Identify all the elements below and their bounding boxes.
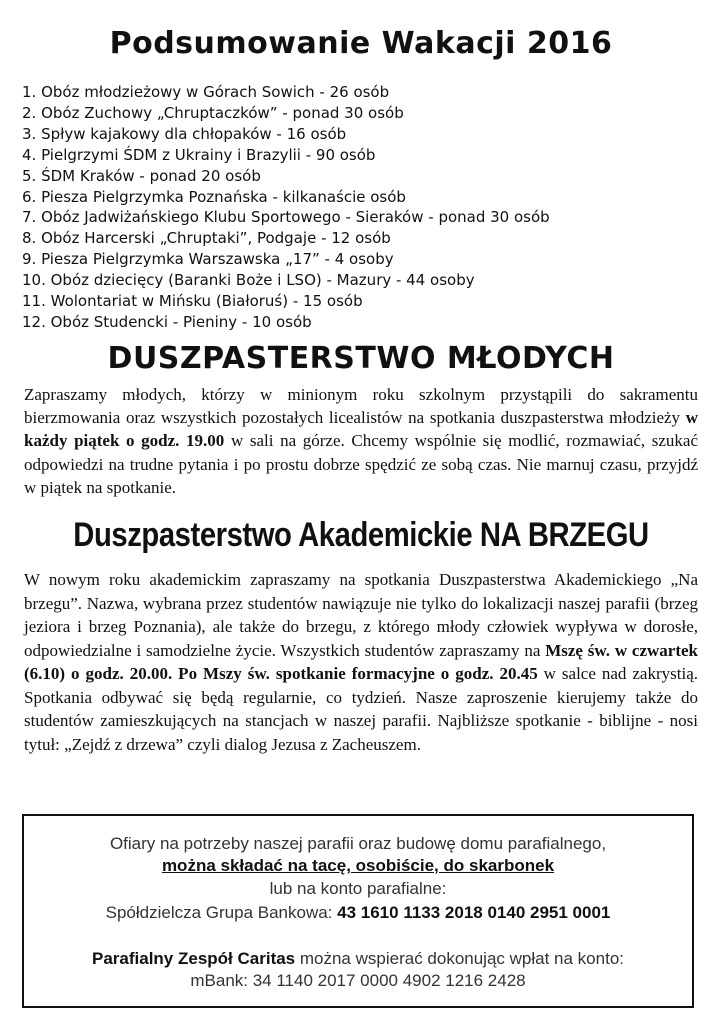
academic-meeting-time: Mszę św. w czwartek (6.10) o godz. 20.00. Po Mszy św. spotkanie formacyjne o godz. 20.45 (24, 640, 699, 683)
youth-heading: DUSZPASTERSTWO MŁODYCH (107, 341, 615, 376)
list-item: 1. Obóz młodzieżowy w Górach Sowich - 26 osób (22, 83, 390, 101)
list-item: 3. Spływ kajakowy dla chłopaków - 16 osób (22, 124, 347, 143)
donations-box (22, 814, 694, 1008)
summary-title: Podsumowanie Wakacji 2016 (109, 26, 613, 61)
mbank-account-line: mBank: 34 1140 2017 0000 4902 1216 2428 (190, 971, 526, 990)
list-item: 5. ŚDM Kraków - ponad 20 osób (22, 166, 261, 185)
donations-intro: Ofiary na potrzeby naszej parafii oraz budowę domu parafialnego, (109, 834, 607, 853)
list-item: 9. Piesza Pielgrzymka Warszawska „17” - 4 osoby (22, 250, 394, 269)
list-item: 6. Piesza Pielgrzymka Poznańska - kilkanaście osób (22, 187, 406, 206)
list-item: 2. Obóz Zuchowy „Chruptaczków” - ponad 30 osób (22, 103, 404, 122)
academic-paragraph (24, 568, 698, 756)
donations-methods: można składać na tacę, osobiście, do skarbonek (161, 856, 555, 875)
list-item: 8. Obóz Harcerski „Chruptaki”, Podgaje - 12 osób (22, 229, 391, 248)
youth-text-end: w sali na górze. Chcemy wspólnie się modlić, rozmawiać, szukać odpowiedzi na trudne pytania i po prostu dobrze spędzić ze sobą czas. Nie marnuj czasu, przyjdź w piątek na spotkanie. (24, 431, 698, 497)
bank-account-line (24, 902, 692, 924)
caritas-name: Parafialny Zespół Caritas (92, 949, 296, 968)
academic-text-end: w salce nad zakrystią. Spotkania odbywać się będą regularnie, co tydzień. Nasze zaproszenie kierujemy także do studentów zamieszkujących na stancjach w naszej parafii. Najbliższe spotkanie - biblijne - nosi tytuł: „Zejdź z drzewa” czyli dialog Jezusa z Zacheuszem. (24, 664, 698, 754)
summary-list (22, 82, 712, 333)
caritas-line (24, 948, 692, 970)
youth-meeting-time: w każdy piątek o godz. 19.00 (24, 408, 698, 451)
list-item: 10. Obóz dziecięcy (Baranki Boże i LSO) - Mazury - 44 osoby (22, 271, 475, 290)
youth-paragraph (24, 383, 698, 499)
bank-label: Spółdzielcza Grupa Bankowa: (105, 903, 338, 922)
caritas-text: można wspierać dokonując wpłat na konto: (295, 949, 624, 968)
youth-text-start: Zapraszamy młodych, którzy w minionym roku szkolnym przystąpili do sakramentu bierzmowania oraz wszystkich pozostałych licealistów na spotkania duszpasterstwa młodzieży (24, 385, 698, 428)
list-item: 12. Obóz Studencki - Pieniny - 10 osób (22, 312, 312, 331)
academic-heading: Duszpasterstwo Akademickie NA BRZEGU (73, 516, 649, 554)
list-item: 4. Pielgrzymi ŚDM z Ukrainy i Brazylii - 90 osób (22, 145, 376, 164)
donations-account-intro: lub na konto parafialne: (269, 879, 447, 898)
academic-text-start: W nowym roku akademickim zapraszamy na spotkania Duszpasterstwa Akademickiego „Na brzegu”. Nazwa, wybrana przez studentów nawiązuje nie tylko do lokalizacji naszej parafii (brzeg jeziora i brzeg Poznania), ale także do brzegu, z którego młody człowiek wypływa w dorosłe, odpowiedzialne i samodzielne życie. Wszystkich studentów zapraszamy na (24, 570, 698, 660)
bank-account-number: 43 1610 1133 2018 0140 2951 0001 (337, 903, 611, 922)
list-item: 11. Wolontariat w Mińsku (Białoruś) - 15 osób (22, 292, 363, 311)
list-item: 7. Obóz Jadwiżańskiego Klubu Sportowego - Sieraków - ponad 30 osób (22, 208, 550, 227)
